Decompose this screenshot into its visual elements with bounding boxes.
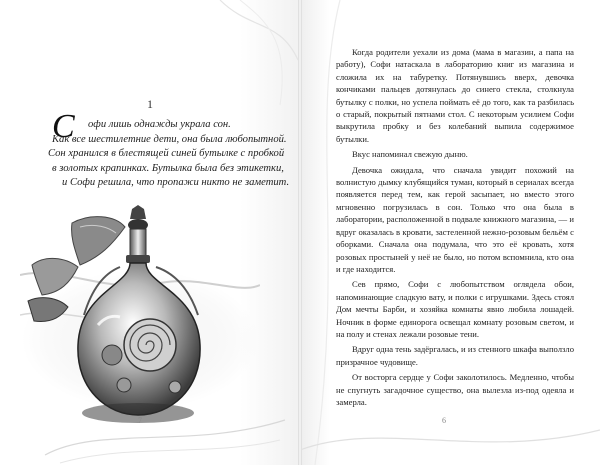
page-number: 6: [442, 416, 446, 425]
paragraph: Сев прямо, Софи с любопытством оглядела обои, напоминающие сладкую вату, и полки с игрушками. Здесь стоял Дом мечты Барби, и хозяйка комнаты явно любила лошадей. Ночник в форме единорога освещал комнату розовым светом, и на полу и стенах лежали розовые тени.: [336, 279, 574, 339]
paragraph: Когда родители уехали из дома (мама в магазин, а папа на работу), Софи натаскала в лабораторию книг из магазина и сложила их на табуретку. Потянувшись вверх, девочка кончиками пальцев дотянулась до синего стекла, столкнула бутылку с полки, но успела поймать её до того, как та разбилась о старый, покрытый пятнами стол. С некоторым усилием Софи выкрутила пробку и без колебаний выпила содержимое бутылки.: [336, 47, 574, 144]
right-page: [300, 0, 600, 465]
verse-line: Как все шестилетние дети, она была любопытной.: [52, 133, 287, 145]
drop-cap: С: [52, 108, 75, 145]
paragraph: Вдруг одна тень задёргалась, и из стенного шкафа выползло призрачное чудовище.: [336, 344, 574, 367]
chapter-body-text: [336, 46, 574, 408]
paragraph: Девочка ожидала, что сначала увидит похожий на волнистую дымку клубящийся туман, который в сериалах всегда появляется перед тем, как герой засыпает, но вместо этого мгновенно погрузилась в сон. Только что она была в лаборатории, расположенной в подвале книжного магазина, — и вдруг оказалась в кровати, застеленной нежно-розовым бельём с оборками. Сначала она подумала, что это её кровать, хотя розовых простыней у неё не было, но потом вспомнила, кто она и где находится.: [336, 164, 574, 274]
verse-line: в золотых крапинках. Бутылка была без этикетки,: [52, 162, 284, 174]
verse-line: Сон хранился в блестящей синей бутылке с пробкой: [48, 148, 285, 160]
swirl-decoration-icon: [210, 0, 300, 110]
page-number: 7: [138, 416, 142, 425]
paragraph: Вкус напоминал свежую дыню.: [352, 149, 468, 160]
verse-line: офи лишь однажды украла сон.: [88, 119, 231, 130]
book-gutter: [298, 0, 302, 465]
verse-line: и Софи решила, что пропажи никто не заметит.: [62, 177, 290, 189]
chapter-number: 1: [147, 97, 153, 111]
paragraph: От восторга сердце у Софи заколотилось. Медленно, чтобы не спугнуть загадочное существо, она вылезла из-под одеяла и замерла.: [336, 372, 574, 407]
opening-verse: [36, 108, 294, 191]
potion-bottle-illustration-icon: [20, 205, 260, 435]
